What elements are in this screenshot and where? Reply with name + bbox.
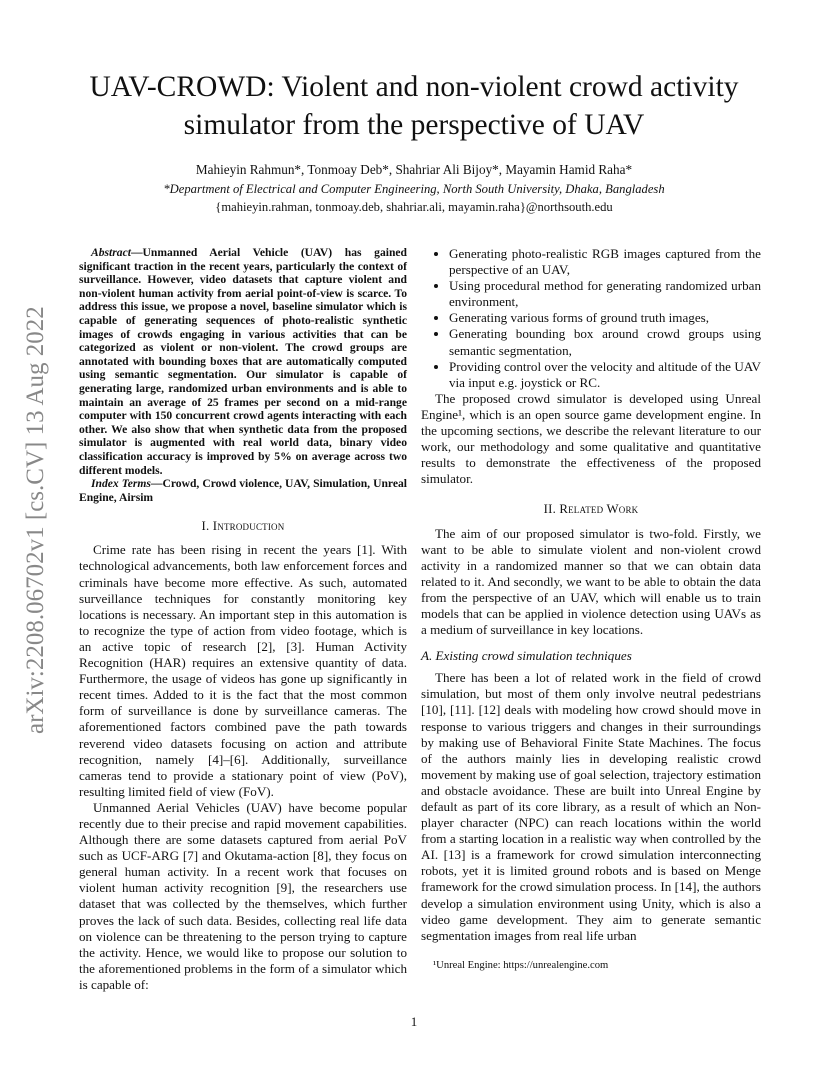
list-item: • Using procedural method for generating randomized urban environment,	[449, 278, 761, 310]
related-paragraph-2: There has been a lot of related work in the field of crowd simulation, but most of them only involve neutral pedestrians [10], [11]. [12] deals with modeling how crowd should move in response to various triggers and changes in their surroundings by making use of Behavioral Finite State Machines. The focus of the authors mainly lies in developing realistic crowd movement by making use of goal selection, trajectory estimation and obstacle avoidance. These are built into Unreal Engine by default as part of its core library, as a result of which an Non-player character (NPC) can reach locations within the world from a starting location in a realistic way when controlled by the AI. [13] is a framework for crowd simulation interconnecting robots, yet it is limited ground robots and is based on Menge framework for the crowd simulation process. In [14], the authors develop a simulation environment using Unity, which is also a video game development. They aim to generate semantic segmentation images from real life urban	[421, 670, 761, 943]
arxiv-identifier[interactable]: arXiv:2208.06702v1 [cs.CV] 13 Aug 2022	[22, 306, 49, 734]
abstract-text: —Unmanned Aerial Vehicle (UAV) has gained significant traction in the recent years, particularly the context of surveillance. However, video datasets that capture violent and non-violent human activity from aerial point-of-view is scarce. To address this issue, we propose a novel, baseline simulator which is capable of generating sequences of photo-realistic synthetic images of crowds engaging in various activities that can be categorized as violent or non-violent. The crowd groups are annotated with bounding boxes that are automatically computed using semantic segmentation. Our simulator is capable of generating large, randomized urban environments and is able to maintain an average of 25 frames per second on a mid-range computer with 150 concurrent crowd agents interacting with each other. We also show that when synthetic data from the proposed simulator is augmented with real world data, binary video classification accuracy is improved by 5% on average across two different models.	[79, 246, 407, 477]
capability-list	[421, 246, 761, 391]
intro-paragraph-2: Unmanned Aerial Vehicles (UAV) have become popular recently due to their precise and rapid movement capabilities. Although there are some datasets captured from aerial PoV such as UCF-ARG [7] and Okutama-action [8], they focus on general human activity. In a recent work that focuses on violent human activity recognition [9], the researchers use dataset that was collected by the themselves, which further proves the lack of such data. Besides, collecting real life data on violence can be threatening to the person trying to capture the activity. Hence, we would like to propose our solution to the aforementioned problems in the form of a simulator which is capable of:	[79, 799, 407, 992]
list-item: • Generating photo-realistic RGB images captured from the perspective of an UAV,	[449, 246, 761, 278]
list-item: • Generating bounding box around crowd groups using semantic segmentation,	[449, 326, 761, 358]
abstract-label: Abstract	[91, 246, 131, 259]
paper-title: UAV-CROWD: Violent and non-violent crowd activity simulator from the perspective of UAV	[89, 71, 739, 141]
section-title: Related Work	[559, 502, 639, 517]
intro-paragraph-1: Crime rate has been rising in recent the years [1]. With technological advancements, both law enforcement forces and criminals have become more effective. As such, automated surveillance techniques for constantly monitoring key locations is necessary. An important step in this automation is to recognize the type of action from video footage, which is an active topic of research [2], [3]. Human Activity Recognition (HAR) requires an extensive quantity of data. Furthermore, the usage of videos has gone up significantly in recent times. Added to it is the fact that the most common form of surveillance is done by surveillance cameras. The aforementioned factors combined pave the path towards reverend video datasets focusing on action and attribute recognition, namely [4]–[6]. Additionally, surveillance cameras tend to provide a stationary point of view (PoV), resulting limited field of view (FoV).	[79, 542, 407, 799]
index-terms-text: —Crowd, Crowd violence, UAV, Simulation, Unreal Engine, Airsim	[79, 477, 407, 504]
right-column	[421, 246, 761, 944]
section-heading-related-work	[421, 501, 761, 517]
section-number: II.	[543, 502, 556, 517]
section-title: Introduction	[212, 519, 285, 534]
left-column	[79, 246, 407, 993]
section-heading-introduction	[79, 518, 407, 534]
list-item: • Providing control over the velocity and altitude of the UAV via input e.g. joystick or RC.	[449, 359, 761, 391]
email-list: {mahieyin.rahman, tonmoay.deb, shahriar.ali, mayamin.raha}@northsouth.edu	[215, 200, 613, 214]
page-number: 1	[410, 1014, 418, 1029]
index-terms	[79, 477, 407, 504]
subsection-heading: A. Existing crowd simulation techniques	[421, 648, 632, 664]
list-item: • Generating various forms of ground truth images,	[449, 310, 761, 326]
related-paragraph-1: The aim of our proposed simulator is two-fold. Firstly, we want to be able to simulate violent and non-violent crowd activity in a randomized manner so that we can obtain data related to it. And secondly, we want to be able to obtain the data from the perspective of an UAV, which will enable us to train models that can be applied in violence detection using UAVs as a medium of surveillance in key locations.	[421, 525, 761, 638]
author-list: Mahieyin Rahmun*, Tonmoay Deb*, Shahriar Ali Bijoy*, Mayamin Hamid Raha*	[195, 162, 633, 177]
intro-paragraph-3: The proposed crowd simulator is developed using Unreal Engine¹, which is an open source game development engine. In the upcoming sections, we describe the relevant literature to our work, our methodology and some qualitative and quantitative results to demonstrate the effectiveness of the proposed simulator.	[421, 390, 761, 487]
footnote: ¹Unreal Engine: https://unrealengine.com	[433, 960, 609, 971]
index-terms-label: Index Terms	[91, 477, 151, 491]
affiliation: *Department of Electrical and Computer Engineering, North South University, Dhaka, Bangladesh	[163, 182, 665, 196]
section-number: I.	[201, 519, 210, 534]
abstract	[79, 246, 407, 477]
